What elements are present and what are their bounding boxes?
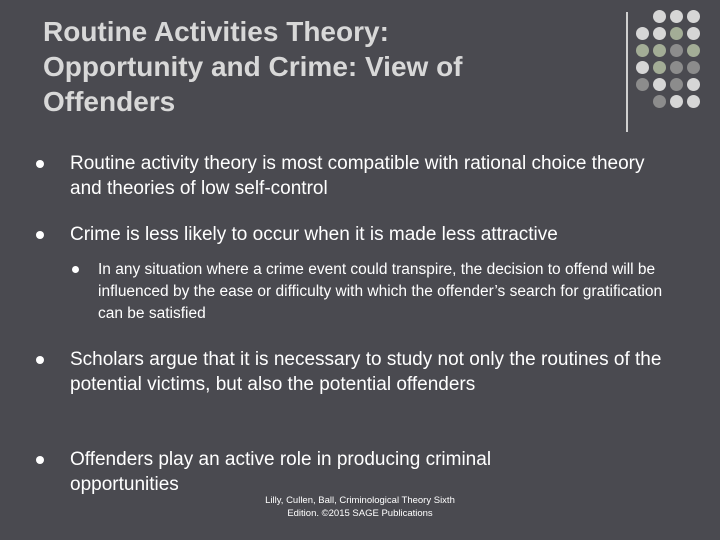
sub-bullet-item [98, 259, 678, 325]
bullet-item [70, 447, 570, 497]
bullet-dot-icon [36, 231, 44, 239]
bullet-dot-icon [36, 356, 44, 364]
title-line-3: Offenders [43, 86, 176, 117]
bullet-text: Scholars argue that it is necessary to study not only the routines of the potential victims, but also the potential offenders [70, 349, 662, 395]
bullet-text: Crime is less likely to occur when it is made less attractive [70, 224, 558, 245]
bullet-dot-icon [36, 160, 44, 168]
citation-line-2: Edition. ©2015 SAGE Publications [287, 508, 433, 519]
title-line-1: Routine Activities Theory: [43, 16, 389, 47]
bullet-dot-icon [72, 266, 79, 273]
citation-line-1: Lilly, Cullen, Ball, Criminological Theory Sixth [265, 495, 455, 506]
bullet-item [70, 222, 680, 247]
bullet-dot-icon [36, 456, 44, 464]
bullet-text: Routine activity theory is most compatible with rational choice theory and theories of low self-control [70, 153, 645, 199]
title-line-2: Opportunity and Crime: View of [43, 51, 463, 82]
bullet-item [70, 151, 680, 201]
sub-bullet-text: In any situation where a crime event could transpire, the decision to offend will be influenced by the ease or difficulty with which the offender’s search for gratification can be satisfied [98, 261, 663, 322]
bullet-text: Offenders play an active role in producing criminal opportunities [70, 449, 492, 495]
citation [240, 494, 480, 520]
bullet-item [70, 347, 680, 397]
